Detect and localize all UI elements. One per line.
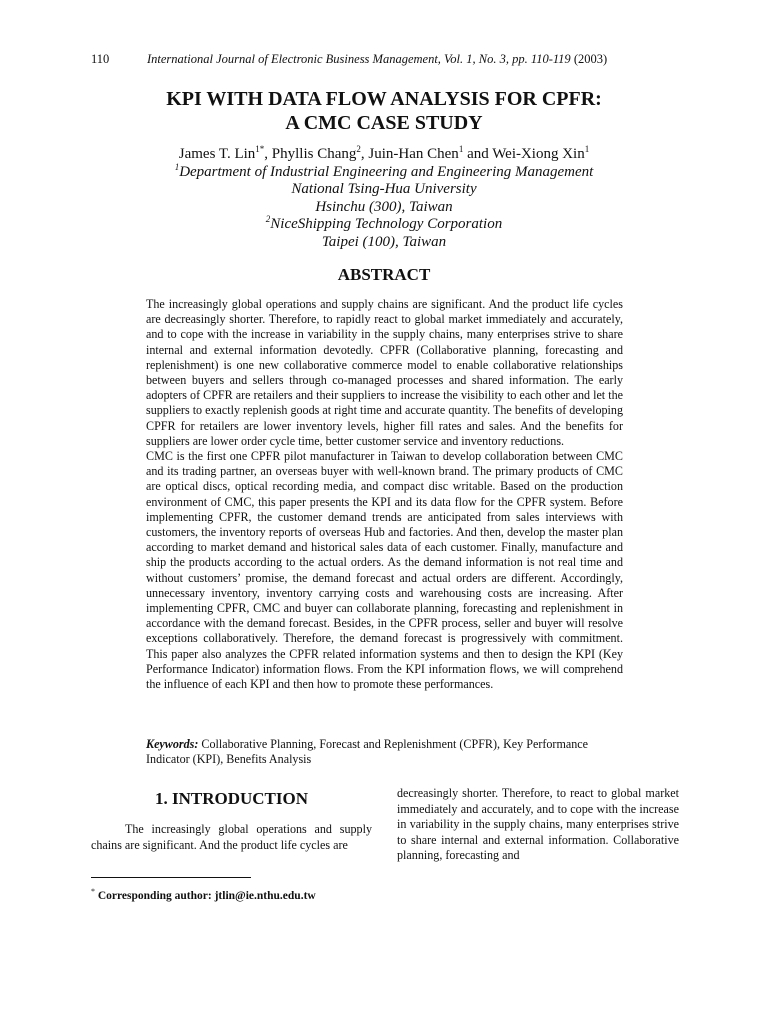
author-block — [0, 146, 768, 251]
footnote-divider — [91, 877, 251, 878]
affiliation-2 — [0, 216, 768, 234]
abstract-paragraph-2: CMC is the first one CPFR pilot manufacturer in Taiwan to develop collaboration between CMC and its trading partner, an overseas buyer with well-known brand. The primary products of CMC are optical discs, optical recording media, and compact disc writable. Based on the production environment of CMC, this paper presents the KPI and its data flow for the CPFR system. Before implementing CPFR, the customer demand trends are anticipated from sales interviews with customers, the inventory reports of overseas Hub and factories. And then, develop the master plan according to market demand and historical sales data of each customer. Finally, manufacture and ship the products according to the actual orders. As the demand information is not real time and without customers’ promise, the demand forecast and actual orders are different. Accordingly, unnecessary inventory, inventory carrying costs and warehousing costs are increasing. After implementing CPFR, CMC and buyer can collaborate planning, forecasting and replenishment in accordance with the demand forecast. Besides, in the CPFR process, seller and buyer will resolve exceptions collaboratively. Therefore, the demand forecast is progressively with commitment. This paper also analyzes the CPFR related information systems and then to design the KPI (Key Performance Indicator) information flows. From the KPI information flows, we will comprehend the influence of each KPI and then how to promote these performances. — [146, 449, 623, 692]
author-3: , Juin-Han Chen — [360, 146, 459, 162]
corresponding-author-footnote — [91, 884, 316, 904]
author-1: James T. Lin — [178, 146, 256, 162]
author-1-sup: 1* — [255, 144, 265, 154]
keywords-text: Collaborative Planning, Forecast and Replenishment (CPFR), Key Performance Indicator (KPI), Benefits Analysis — [146, 737, 589, 767]
affiliation-2-sup: 2 — [265, 214, 271, 224]
keywords-label: Keywords: — [146, 737, 199, 751]
keywords — [146, 737, 623, 767]
journal-name: International Journal of Electronic Business Management, Vol. 1, No. 3, pp. 110-119 — [147, 52, 571, 66]
affiliation-1-sup: 1 — [174, 161, 180, 172]
page-number: 110 — [91, 52, 110, 66]
introduction-paragraph-left: The increasingly global operations and supply chains are significant. And the product life cycles are — [91, 822, 372, 852]
affiliation-1-city: Hsinchu (300), Taiwan — [315, 198, 453, 215]
journal-citation — [147, 50, 607, 68]
affiliation-1 — [0, 161, 768, 182]
affiliation-1-university: National Tsing-Hua University — [291, 181, 477, 197]
affiliation-2-company: NiceShipping Technology Corporation — [270, 216, 503, 232]
section-heading-introduction: 1. INTRODUCTION — [154, 789, 309, 808]
title-line-2: A CMC CASE STUDY — [285, 112, 483, 134]
author-3-sup: 1 — [458, 144, 464, 154]
author-4: and Wei-Xiong Xin — [463, 146, 585, 162]
author-2: , Phyllis Chang — [264, 146, 357, 162]
affiliation-1-dept: Department of Industrial Engineering and Engineering Management — [179, 163, 594, 180]
footnote-marker: * — [91, 887, 95, 896]
author-4-sup: 1 — [584, 144, 590, 154]
left-column — [91, 788, 372, 853]
affiliation-2-city: Taipei (100), Taiwan — [321, 233, 447, 250]
abstract-paragraph-1: The increasingly global operations and supply chains are significant. And the product life cycles are decreasingly shorter. Therefore, to rapidly react to global market immediately and accurately, and to cope with the increase in variability in the supply chains, many enterprises strive to share internal and external information devotedly. CPFR (Collaborative planning, forecasting and replenishment) is one new collaborative commerce model to enable collaborative relationships between buyers and sellers through co-managed processes and shared information. The early adopters of CPFR are retailers and their suppliers to increase the visibility to each other and let the suppliers to exactly replenish goods at right time and accurate quantity. The benefits of developing CPFR for retailers are lower inventory levels, higher fill rates and sales. And the benefits for suppliers are lower order cycle time, better customer service and inventory reductions. — [146, 297, 623, 448]
paper-title — [0, 87, 768, 135]
journal-year: (2003) — [573, 52, 608, 66]
right-column-introduction-text: decreasingly shorter. Therefore, to react to global market immediately and accurately, and to cope with the increase in variability in the supply chains, many enterprises strive to share internal and external information. Collaborative planning, forecasting and — [397, 786, 679, 862]
abstract-heading: ABSTRACT — [337, 265, 431, 284]
author-list — [0, 146, 768, 164]
footnote-text: Corresponding author: jtlin@ie.nthu.edu.tw — [95, 889, 316, 902]
author-2-sup: 2 — [356, 144, 361, 154]
abstract-body — [146, 297, 623, 692]
title-line-1: KPI WITH DATA FLOW ANALYSIS FOR CPFR: — [166, 88, 602, 110]
